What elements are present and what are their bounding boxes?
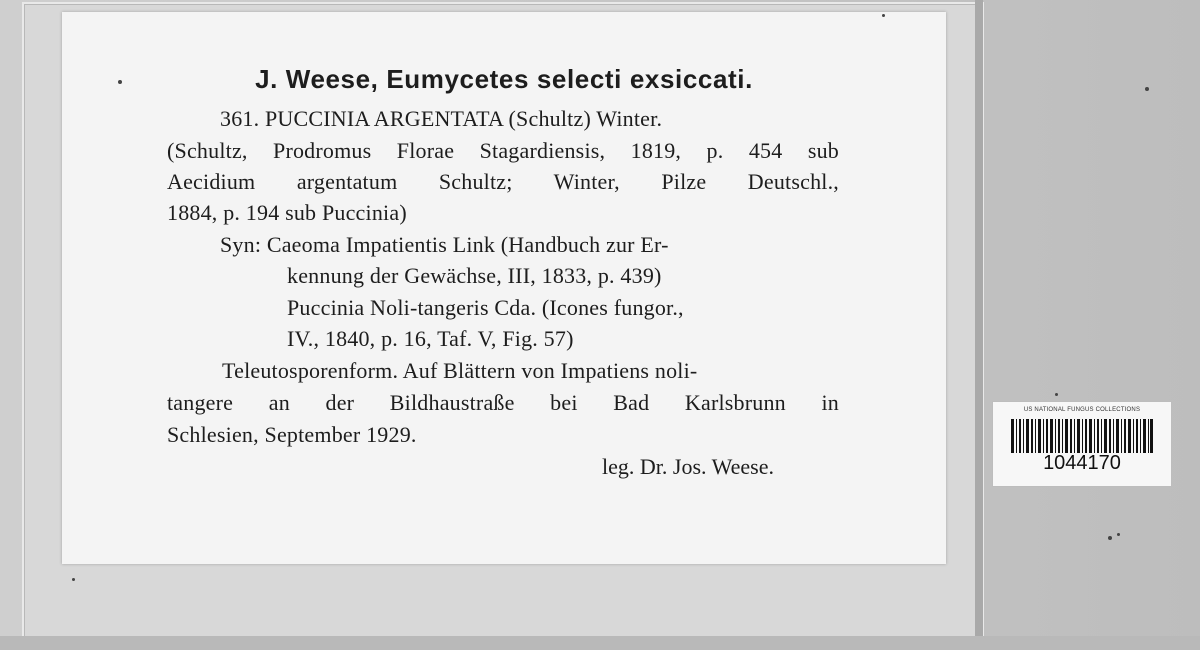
specimen-barcode-tag (992, 401, 1172, 487)
paper-speck (1108, 536, 1112, 540)
collector-signature: leg. Dr. Jos. Weese. (602, 454, 774, 479)
exsiccata-label (62, 12, 946, 564)
label-line-synonym-1: Syn: Caeoma Impatientis Link (Handbuch zur Er- (220, 232, 669, 257)
label-header: J. Weese, Eumycetes selecti exsiccati. (255, 64, 753, 94)
label-line-species: 361. PUCCINIA ARGENTATA (Schultz) Winter. (220, 106, 663, 131)
label-line-synonym-4: IV., 1840, p. 16, Taf. V, Fig. 57) (287, 326, 574, 351)
paper-speck (72, 578, 75, 581)
label-line-citation-2: Aecidium argentatum Schultz; Winter, Pilze Deutschl., (167, 169, 839, 194)
bottom-edge (0, 636, 1200, 650)
label-line-citation-3: 1884, p. 194 sub Puccinia) (167, 200, 407, 225)
paper-speck (1145, 87, 1149, 91)
barcode-image (1011, 419, 1153, 453)
paper-speck (118, 80, 122, 84)
label-line-locality-2: tangere an der Bildhaustraße bei Bad Karlsbrunn in (167, 390, 839, 415)
paper-speck (1117, 533, 1120, 536)
institution-name: US NATIONAL FUNGUS COLLECTIONS (1023, 407, 1141, 413)
specimen-number: 1044170 (1043, 452, 1121, 474)
label-line-synonym-3: Puccinia Noli-tangeris Cda. (Icones fungor., (287, 295, 684, 320)
envelope-edge (975, 0, 983, 650)
label-line-synonym-2: kennung der Gewächse, III, 1833, p. 439) (287, 263, 662, 288)
label-line-citation-1: (Schultz, Prodromus Florae Stagardiensis, 1819, p. 454 sub (167, 138, 839, 163)
label-line-locality-1: Teleutosporenform. Auf Blättern von Impatiens noli- (222, 358, 698, 383)
paper-speck (1055, 393, 1058, 396)
paper-speck (882, 14, 885, 17)
label-line-locality-3: Schlesien, September 1929. (167, 422, 417, 447)
